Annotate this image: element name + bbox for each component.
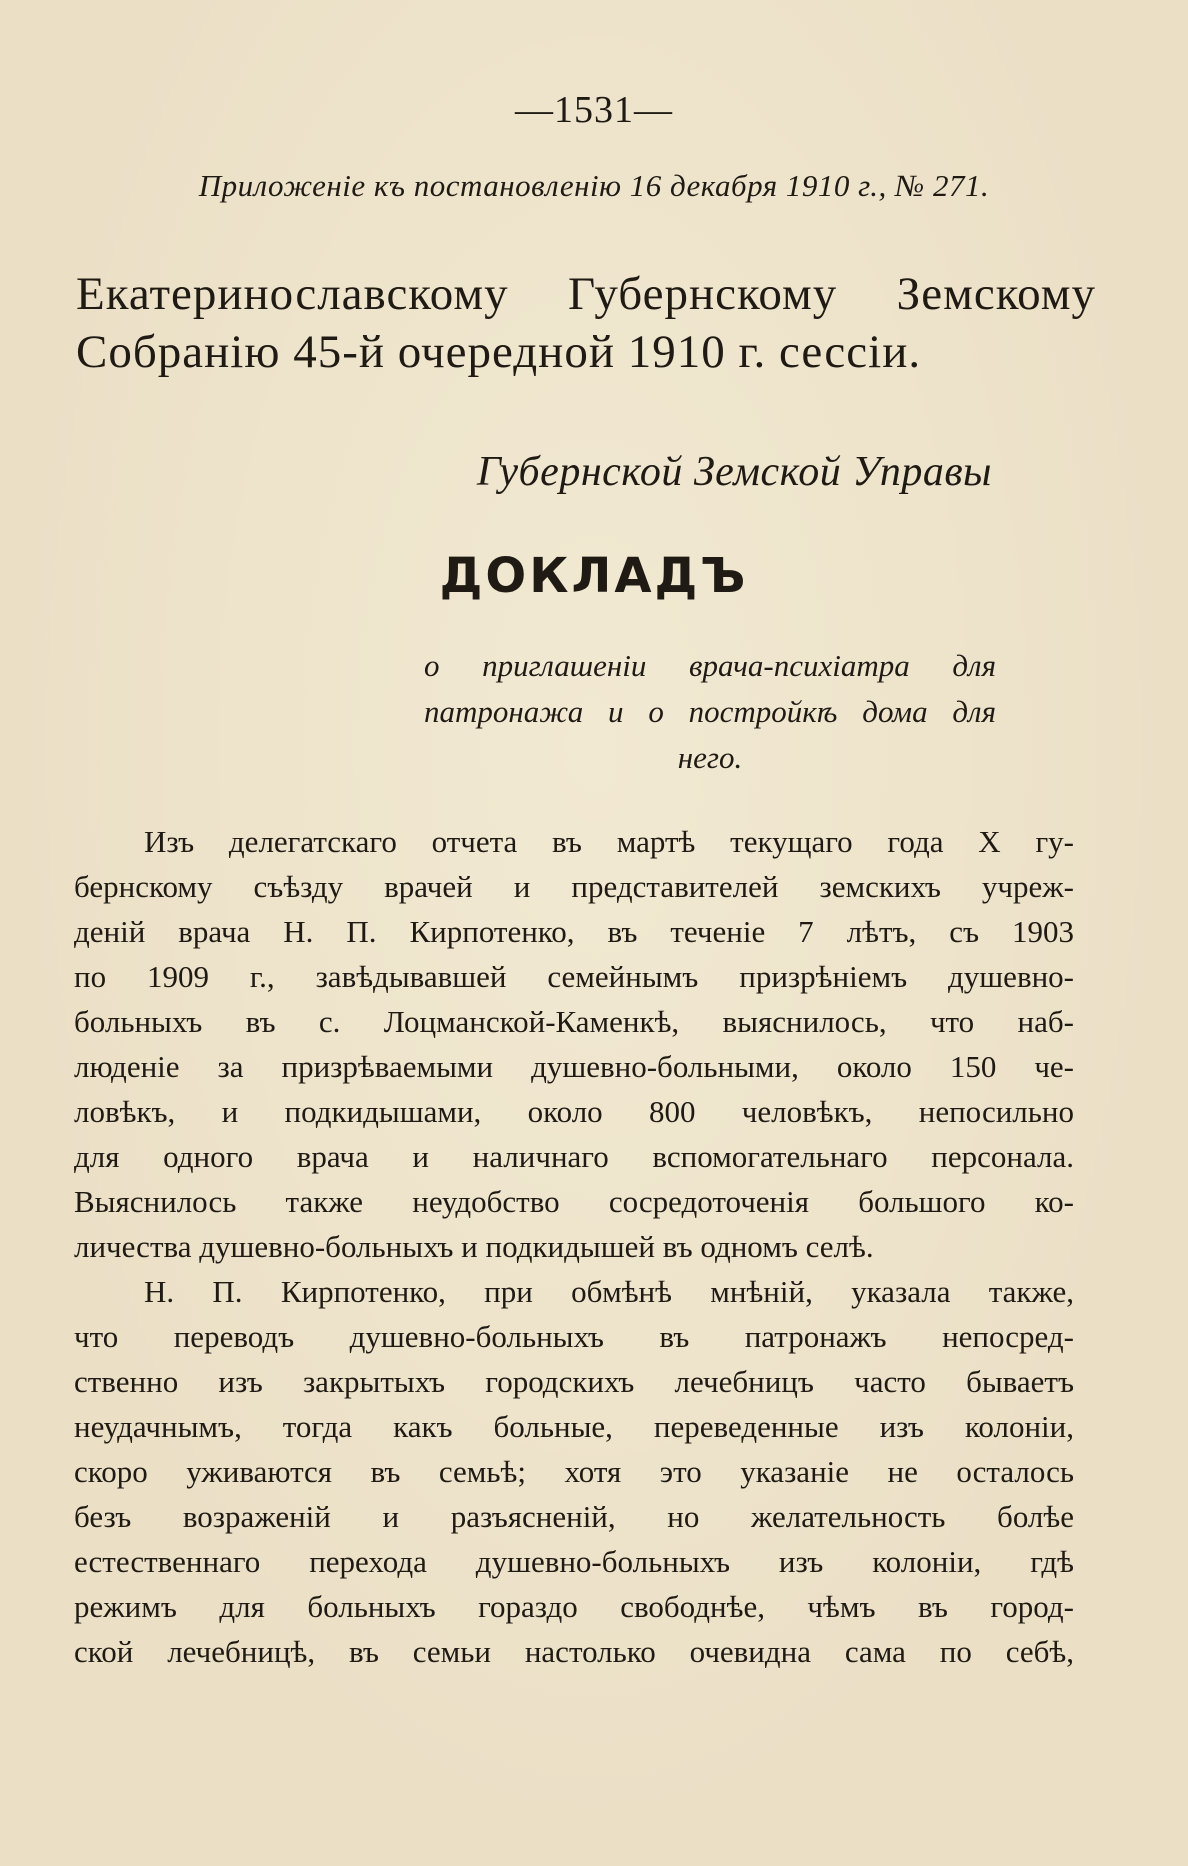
body-line: ской лечебницѣ, въ семьи настолько очевидна сама по себѣ, bbox=[74, 1634, 1074, 1669]
page-number: —1531— bbox=[515, 89, 673, 131]
body-line: по 1909 г., завѣдывавшей семейнымъ призрѣніемъ душевно- bbox=[74, 959, 1074, 994]
body-line: что переводъ душевно-больныхъ въ патронажъ непосред- bbox=[74, 1319, 1074, 1354]
body-line: Н. П. Кирпотенко, при обмѣнѣ мнѣній, указала также, bbox=[144, 1274, 1074, 1309]
body-line: Изъ делегатскаго отчета въ мартѣ текущаго года X гу- bbox=[144, 824, 1074, 859]
body-line: Выяснилось также неудобство сосредоточенія большого ко- bbox=[74, 1184, 1074, 1219]
addressee-line-2: Собранію 45-й очередной 1910 г. сессіи. bbox=[76, 326, 922, 378]
from-line: Губернской Земской Управы bbox=[476, 449, 992, 495]
body-line: для одного врача и наличнаго вспомогательнаго персонала. bbox=[74, 1139, 1074, 1174]
body-line: режимъ для больныхъ гораздо свободнѣе, чѣмъ въ город- bbox=[74, 1589, 1074, 1624]
body-line: личества душевно-больныхъ и подкидышей въ одномъ селѣ. bbox=[74, 1229, 874, 1264]
body-line: больныхъ въ с. Лоцманской-Каменкѣ, выяснилось, что наб- bbox=[74, 1004, 1074, 1039]
appendix-note: Приложеніе къ постановленію 16 декабря 1910 г., № 271. bbox=[198, 168, 990, 203]
body-line: скоро уживаются въ семьѣ; хотя это указаніе не осталось bbox=[74, 1454, 1074, 1489]
subject-line-2: патронажа и о постройкѣ дома для bbox=[424, 694, 996, 729]
body-line: бернскому съѣзду врачей и представителей земскихъ учреж- bbox=[74, 869, 1074, 904]
body-line: деній врача Н. П. Кирпотенко, въ теченіе 7 лѣтъ, съ 1903 bbox=[74, 914, 1074, 949]
body-line: неудачнымъ, тогда какъ больные, переведенные изъ колоніи, bbox=[74, 1409, 1074, 1444]
subject-line-1: о приглашеніи врача-психіатра для bbox=[424, 648, 996, 683]
body-line: люденіе за призрѣваемыми душевно-больными, около 150 че- bbox=[74, 1049, 1074, 1084]
report-title: ДОКЛАДЪ bbox=[439, 548, 749, 604]
body-line: безъ возраженій и разъясненій, но желательность болѣе bbox=[74, 1499, 1074, 1534]
body-line: ловѣкъ, и подкидышами, около 800 человѣкъ, непосильно bbox=[74, 1094, 1074, 1129]
body-line: естественнаго перехода душевно-больныхъ изъ колоніи, гдѣ bbox=[74, 1544, 1074, 1579]
subject-line-3: него. bbox=[677, 740, 743, 775]
addressee-line-1: Екатеринославскому Губернскому Земскому bbox=[76, 268, 1096, 320]
body-line: ственно изъ закрытыхъ городскихъ лечебницъ часто бываетъ bbox=[74, 1364, 1074, 1399]
